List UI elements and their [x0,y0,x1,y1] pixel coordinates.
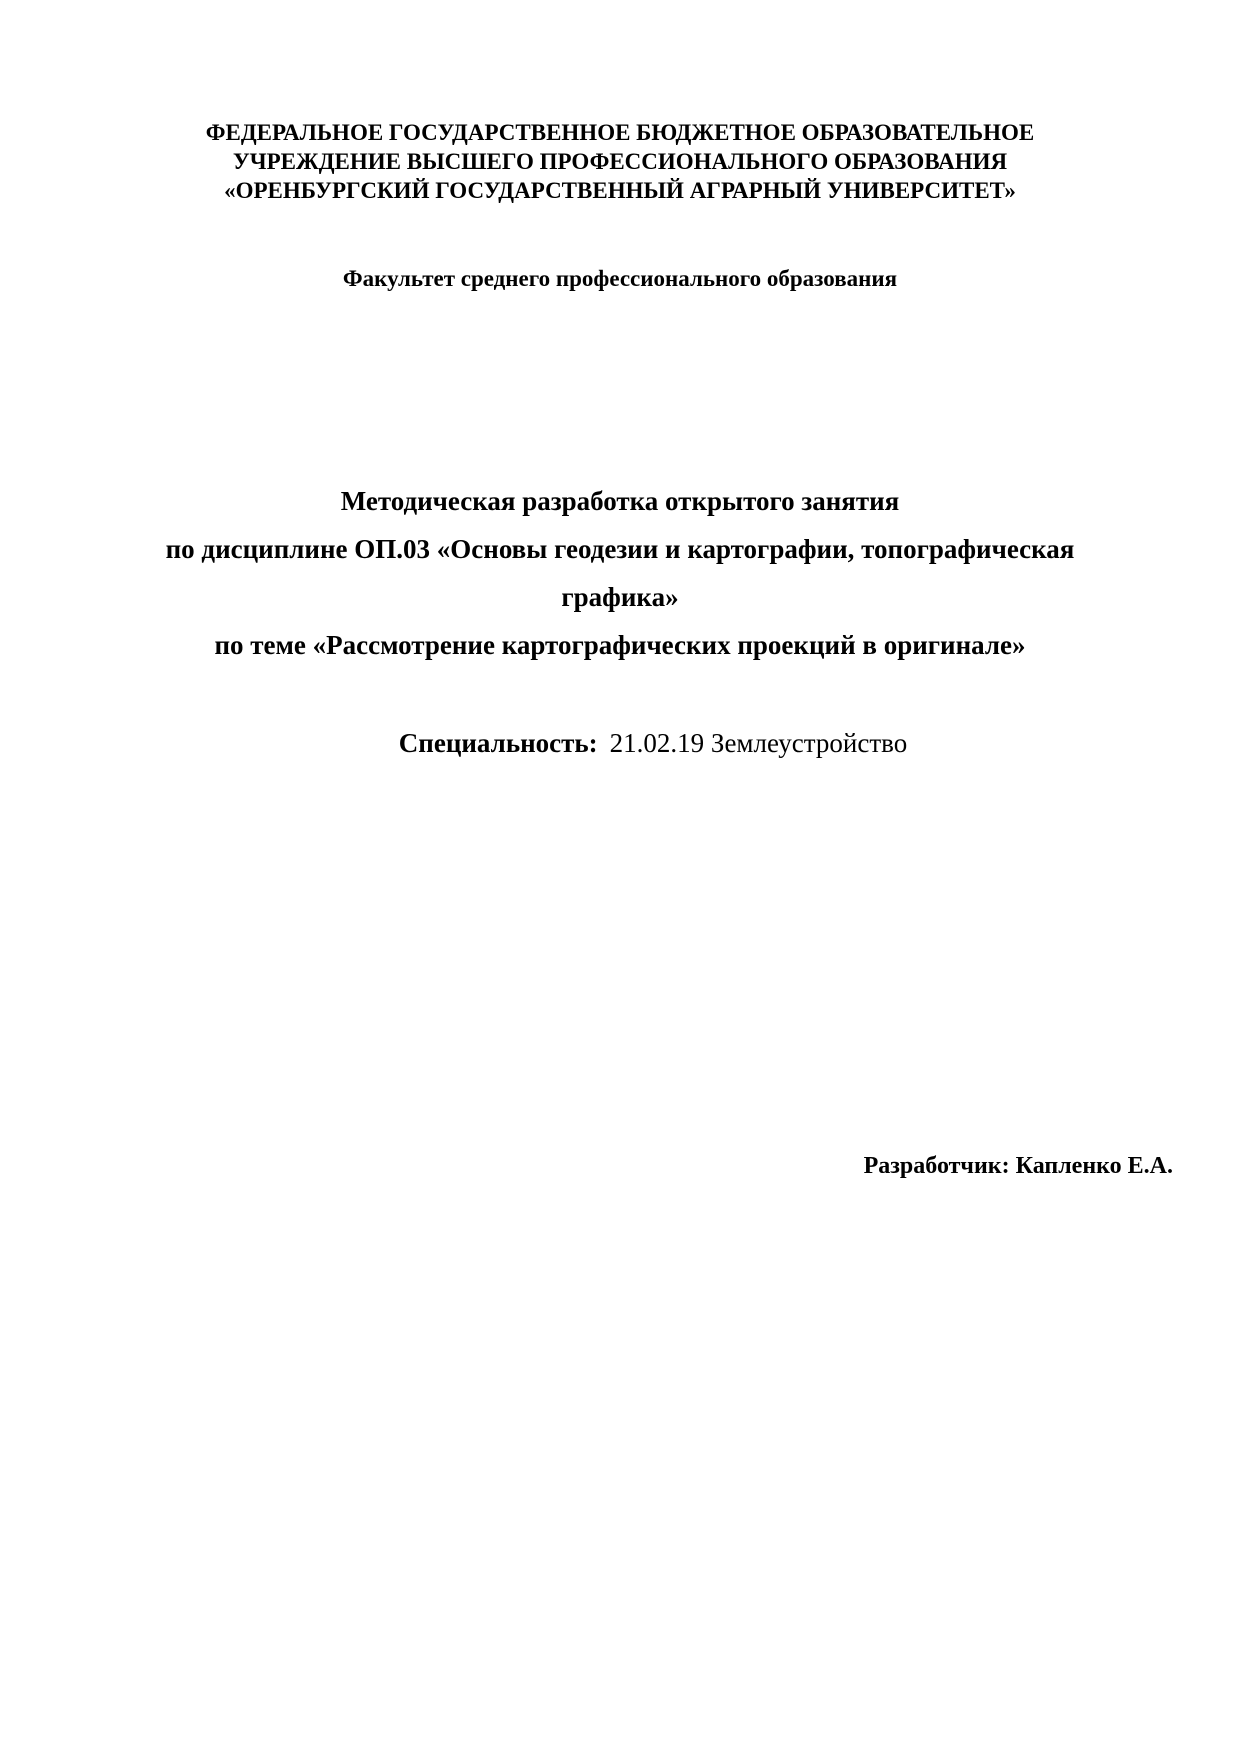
organization-name [0,118,1240,205]
specialty-value: 21.02.19 Землеустройство [609,728,908,758]
faculty-name: Факультет среднего профессионального образования [342,266,898,291]
document-title [0,477,1240,669]
title-line-3: по теме «Рассмотрение картографических проекций в оригинале» [214,630,1026,660]
developer-credit: Разработчик: Капленко Е.А. [863,1153,1173,1179]
specialty [0,726,1240,760]
org-line-3: «ОРЕНБУРГСКИЙ ГОСУДАРСТВЕННЫЙ АГРАРНЫЙ УНИВЕРСИТЕТ» [224,178,1016,203]
org-line-2: УЧРЕЖДЕНИЕ ВЫСШЕГО ПРОФЕССИОНАЛЬНОГО ОБРАЗОВАНИЯ [232,149,1008,174]
specialty-label: Специальность: [398,728,598,758]
title-line-1: Методическая разработка открытого занятия [340,486,900,516]
title-line-2: по дисциплине ОП.03 «Основы геодезии и картографии, топографическая графика» [165,534,1075,612]
org-line-1: ФЕДЕРАЛЬНОЕ ГОСУДАРСТВЕННОЕ БЮДЖЕТНОЕ ОБРАЗОВАТЕЛЬНОЕ [205,120,1035,145]
